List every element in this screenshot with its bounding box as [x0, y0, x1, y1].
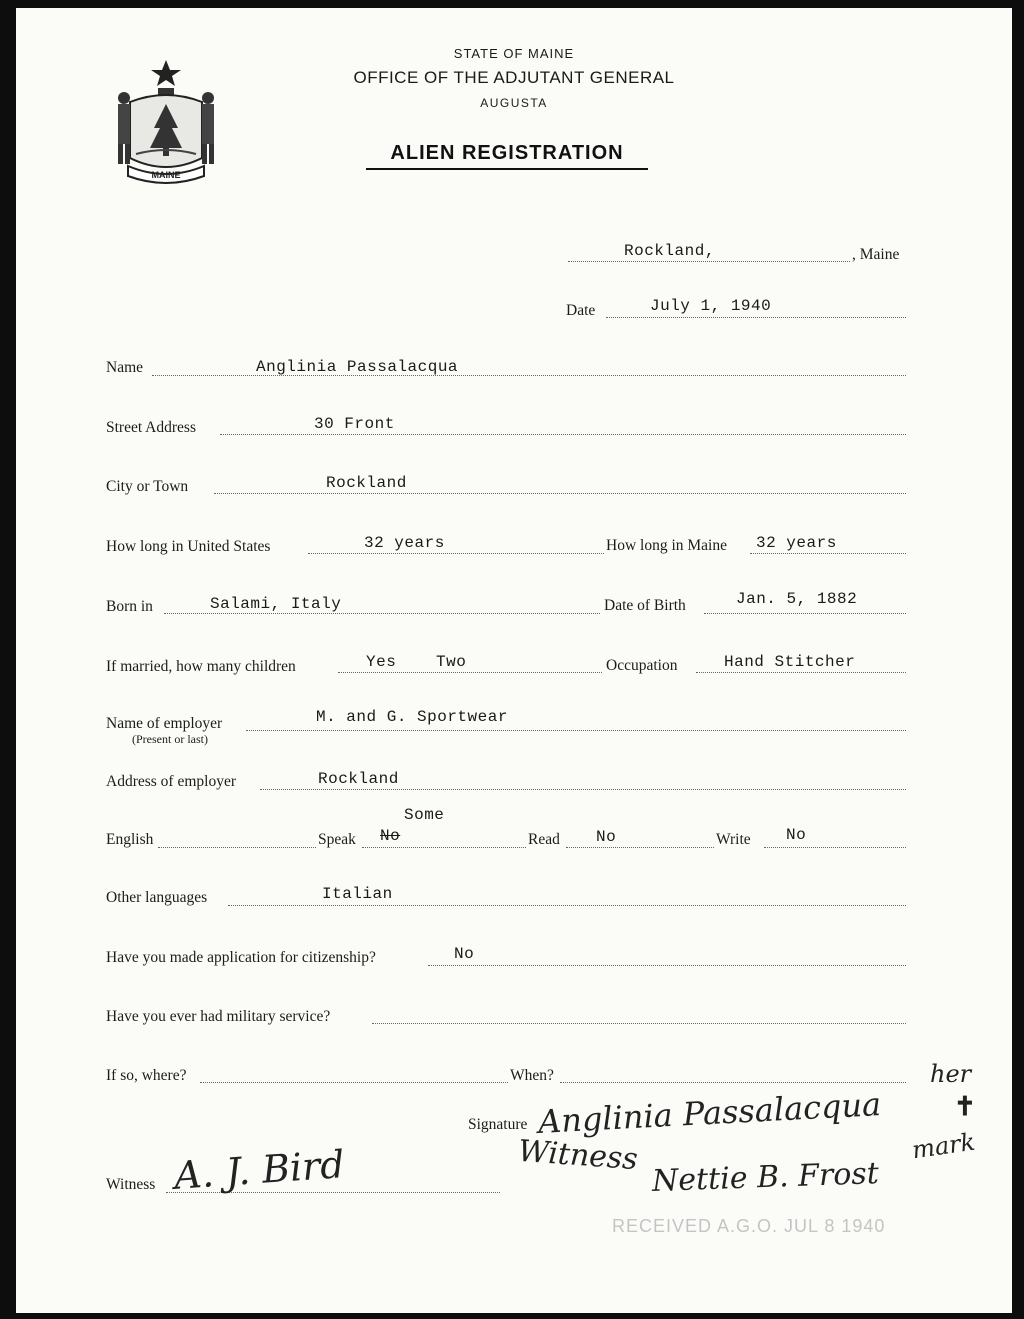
read-value: No [596, 828, 617, 846]
other-languages-label: Other languages [106, 889, 208, 906]
header-city: AUGUSTA [480, 96, 548, 110]
speak-line [362, 847, 526, 848]
occupation-value: Hand Stitcher [724, 653, 856, 671]
occupation-line [696, 672, 906, 673]
read-line [566, 847, 714, 848]
maine-label: , Maine [852, 246, 900, 263]
city-label: City or Town [106, 478, 189, 495]
how-long-us-label: How long in United States [106, 538, 271, 555]
english-line [158, 847, 316, 848]
employer-address-value: Rockland [318, 770, 399, 788]
married-line [338, 672, 602, 673]
name-label: Name [106, 359, 144, 376]
speak-label: Speak [318, 831, 356, 848]
write-value: No [786, 826, 807, 844]
employer-address-label: Address of employer [106, 773, 236, 790]
witness-word-handwritten: Witness [516, 1133, 639, 1178]
witness-left-handwritten: A. J. Bird [172, 1142, 346, 1198]
write-label: Write [716, 831, 751, 848]
employer-address-line [260, 789, 906, 790]
citizenship-label: Have you made application for citizenship? [106, 949, 376, 966]
street-value: 30 Front [314, 415, 395, 433]
signature-handwritten: Anglinia Passalacqua [537, 1085, 883, 1141]
how-long-us-value: 32 years [364, 534, 445, 552]
write-line [764, 847, 906, 848]
born-in-value: Salami, Italy [210, 595, 342, 613]
born-in-line [164, 613, 600, 614]
date-line [606, 317, 906, 318]
employer-line [246, 730, 906, 731]
other-languages-value: Italian [322, 885, 393, 903]
her-mark-x: ✝ [954, 1092, 976, 1122]
witness-label: Witness [106, 1176, 156, 1193]
date-label: Date [566, 302, 596, 319]
how-long-maine-label: How long in Maine [606, 537, 727, 554]
how-long-maine-value: 32 years [756, 534, 837, 552]
town-line [568, 261, 850, 262]
speak-value: No [380, 827, 401, 845]
witness-name-handwritten: Nettie B. Frost [651, 1156, 880, 1199]
when-label: When? [510, 1067, 554, 1084]
employer-value: M. and G. Sportwear [316, 708, 508, 726]
married-value: Yes [366, 653, 397, 671]
speak-note-value: Some [404, 806, 445, 824]
street-label: Street Address [106, 419, 196, 436]
her-mark-top: her [930, 1060, 972, 1088]
street-line [220, 434, 906, 435]
received-stamp: RECEIVED A.G.O. JUL 8 1940 [612, 1216, 886, 1236]
header-office: OFFICE OF THE ADJUTANT GENERAL [353, 68, 675, 87]
occupation-label: Occupation [606, 657, 678, 674]
date-of-birth-label: Date of Birth [604, 597, 686, 614]
city-line [214, 493, 906, 494]
employer-note: (Present or last) [132, 732, 208, 746]
married-label: If married, how many children [106, 658, 296, 675]
where-line [200, 1082, 508, 1083]
city-value: Rockland [326, 474, 407, 492]
military-line [372, 1023, 906, 1024]
how-long-maine-line [750, 553, 906, 554]
town-value: Rockland, [624, 242, 715, 260]
seal-text: MAINE [151, 170, 181, 180]
employer-label: Name of employer [106, 715, 223, 732]
read-label: Read [528, 831, 560, 848]
date-of-birth-value: Jan. 5, 1882 [736, 590, 858, 608]
born-in-label: Born in [106, 598, 153, 615]
date-of-birth-line [704, 613, 906, 614]
registration-form [16, 8, 1012, 1313]
citizenship-line [428, 965, 906, 966]
citizenship-value: No [454, 945, 475, 963]
english-label: English [106, 831, 154, 848]
date-value: July 1, 1940 [650, 297, 772, 315]
where-label: If so, where? [106, 1067, 187, 1084]
form-title: ALIEN REGISTRATION [366, 142, 648, 170]
military-label: Have you ever had military service? [106, 1008, 331, 1025]
when-line [560, 1082, 906, 1083]
children-value: Two [436, 653, 467, 671]
other-languages-line [228, 905, 906, 906]
signature-label: Signature [468, 1116, 528, 1133]
her-mark-bottom: mark [910, 1127, 977, 1165]
header-state: STATE OF MAINE [453, 46, 575, 61]
how-long-us-line [308, 553, 604, 554]
name-value: Anglinia Passalacqua [256, 358, 459, 376]
